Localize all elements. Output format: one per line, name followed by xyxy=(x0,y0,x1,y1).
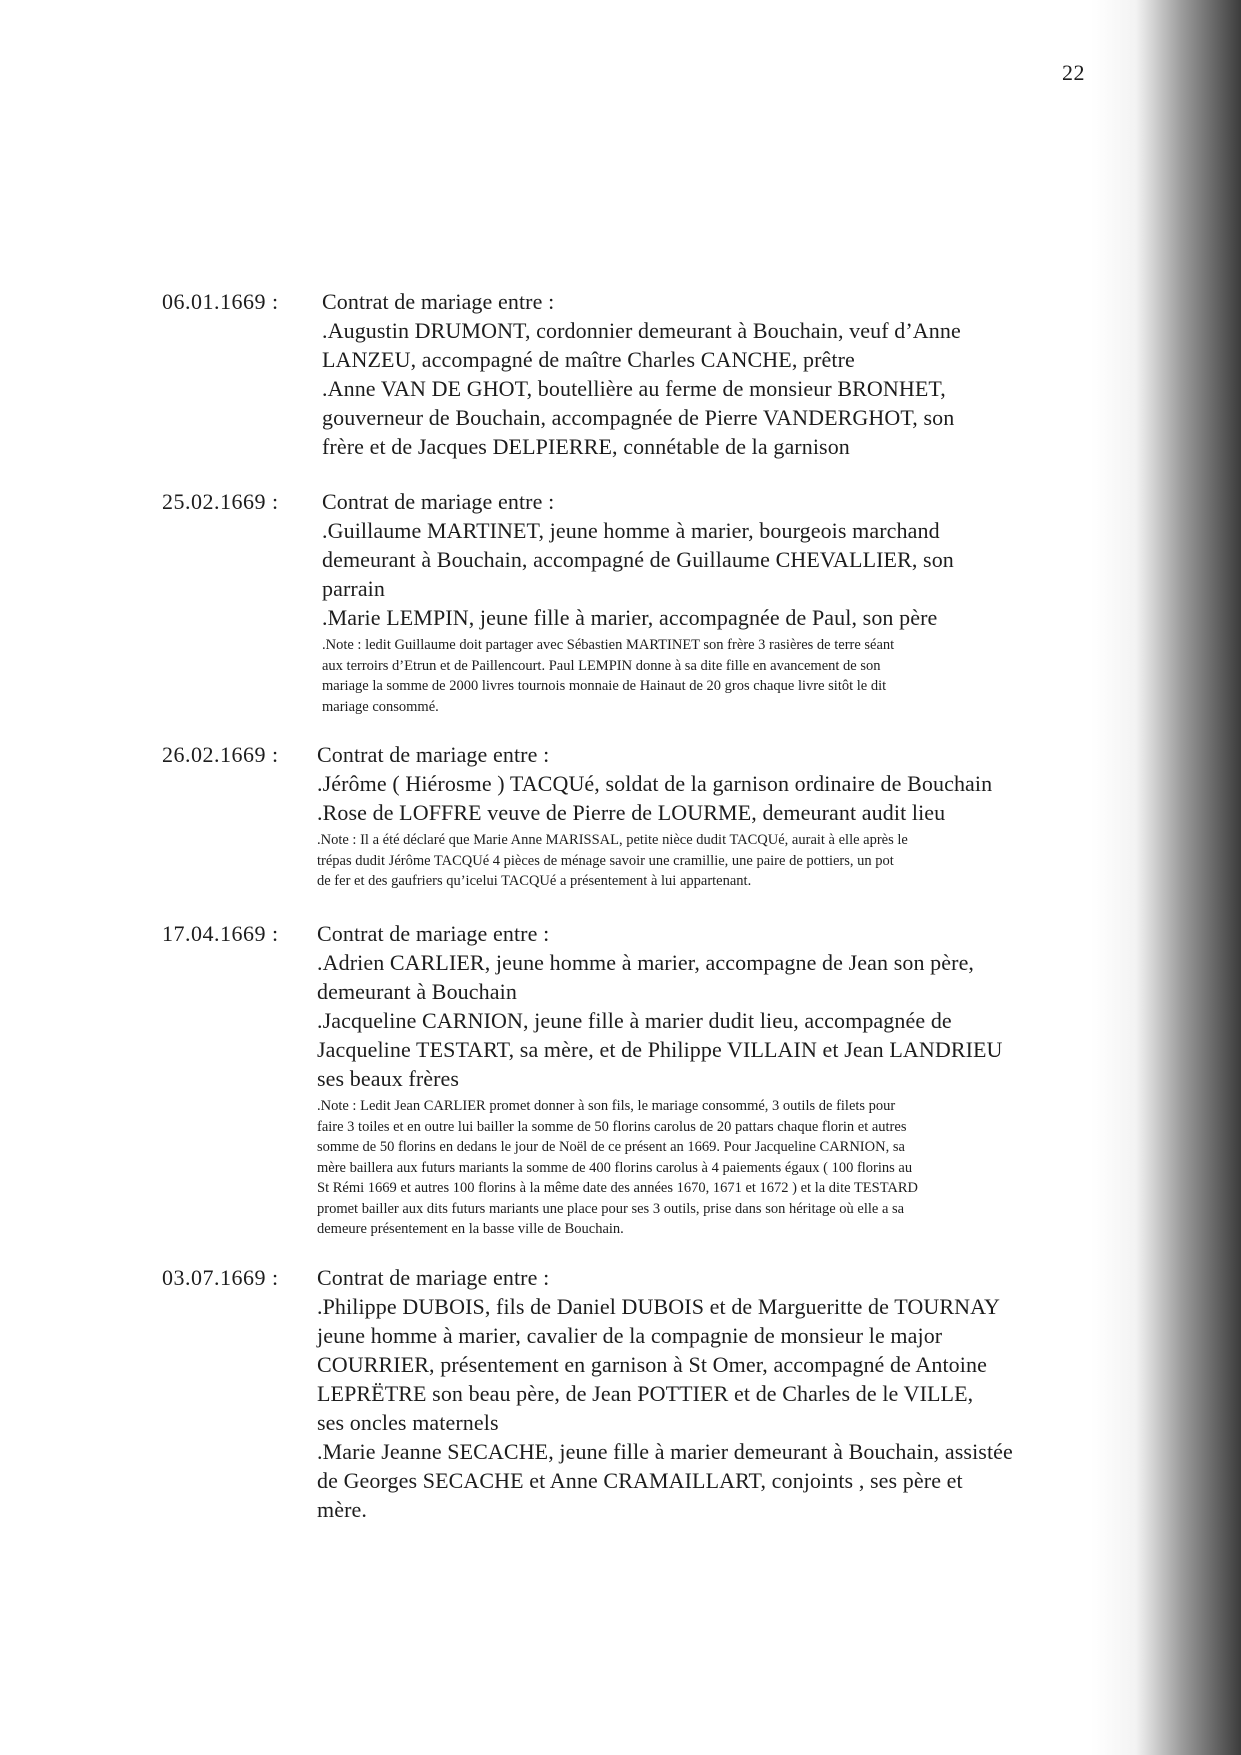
entry-date: 17.04.1669 : xyxy=(162,921,279,946)
entry-line: Contrat de mariage entre : xyxy=(317,921,550,946)
entry-line: .Philippe DUBOIS, fils de Daniel DUBOIS et de Margueritte de TOURNAY xyxy=(317,1294,1001,1319)
note-line: mariage la somme de 2000 livres tournois monnaie de Hainaut de 20 gros chaque livre sitôt le dit xyxy=(322,678,887,694)
note-line: promet bailler aux dits futurs mariants une place pour ses 3 outils, prise dans son héritage où elle a sa xyxy=(317,1200,905,1217)
entry-date: 26.02.1669 : xyxy=(162,742,279,767)
entry-note xyxy=(317,1096,1107,1240)
entry-note xyxy=(322,635,1112,717)
entry-line: jeune homme à marier, cavalier de la compagnie de monsieur le major xyxy=(317,1323,943,1348)
entry-line: LEPRËTRE son beau père, de Jean POTTIER et de Charles de le VILLE, xyxy=(317,1381,974,1406)
entry-date: 25.02.1669 : xyxy=(162,489,279,514)
entry-line: Contrat de mariage entre : xyxy=(317,742,550,767)
entry-line: LANZEU, accompagné de maître Charles CANCHE, prêtre xyxy=(322,347,855,372)
note-line: somme de 50 florins en dedans le jour de Noël de ce présent an 1669. Pour Jacqueline CARNION, sa xyxy=(317,1139,905,1155)
note-line: mariage consommé. xyxy=(322,698,439,715)
note-line: trépas dudit Jérôme TACQUé 4 pièces de ménage savoir une cramillie, une paire de pottiers, un pot xyxy=(317,852,894,869)
entry-line: .Marie Jeanne SECACHE, jeune fille à marier demeurant à Bouchain, assistée xyxy=(317,1439,1013,1464)
note-line: .Note : ledit Guillaume doit partager avec Sébastien MARTINET son frère 3 rasières de terre séant xyxy=(322,637,895,653)
entry-line: Contrat de mariage entre : xyxy=(322,489,555,514)
entry-body xyxy=(317,740,1107,892)
entry-line: mère. xyxy=(317,1497,367,1522)
note-line: aux terroirs d’Etrun et de Paillencourt. Paul LEMPIN donne à sa dite fille en avancement de son xyxy=(322,657,881,674)
entry-line: Contrat de mariage entre : xyxy=(322,289,555,314)
entry-body xyxy=(322,287,1112,461)
entry-date: 03.07.1669 : xyxy=(162,1265,279,1290)
entry-line: demeurant à Bouchain, accompagné de Guillaume CHEVALLIER, son xyxy=(322,547,954,572)
entry-line: de Georges SECACHE et Anne CRAMAILLART, conjoints , ses père et xyxy=(317,1468,963,1493)
entry-line: .Jacqueline CARNION, jeune fille à marier dudit lieu, accompagnée de xyxy=(317,1008,952,1033)
entry-line: frère et de Jacques DELPIERRE, connétable de la garnison xyxy=(322,434,850,459)
entry-body xyxy=(317,919,1107,1240)
entry-line: .Jérôme ( Hiérosme ) TACQUé, soldat de la garnison ordinaire de Bouchain xyxy=(317,771,993,796)
note-line: mère baillera aux futurs mariants la somme de 400 florins carolus à 4 paiements égaux ( 100 florins au xyxy=(317,1159,913,1176)
entry-line: Contrat de mariage entre : xyxy=(317,1265,550,1290)
note-line: St Rémi 1669 et autres 100 florins à la même date des années 1670, 1671 et 1672 ) et la dite TESTARD xyxy=(317,1180,918,1196)
entry-line: .Adrien CARLIER, jeune homme à marier, accompagne de Jean son père, xyxy=(317,950,975,975)
entry-note xyxy=(317,830,1107,892)
note-line: faire 3 toiles et en outre lui bailler la somme de 50 florins carolus de 20 pattars chaque florin et autres xyxy=(317,1118,907,1135)
entry-line: gouverneur de Bouchain, accompagnée de Pierre VANDERGHOT, son xyxy=(322,405,955,430)
entry-line: .Rose de LOFFRE veuve de Pierre de LOURME, demeurant audit lieu xyxy=(317,800,946,825)
note-line: de fer et des gaufriers qu’icelui TACQUé a présentement à lui appartenant. xyxy=(317,873,752,889)
entry-date: 06.01.1669 : xyxy=(162,289,279,314)
entry-line: .Guillaume MARTINET, jeune homme à marier, bourgeois marchand xyxy=(322,518,940,543)
entry-line: .Augustin DRUMONT, cordonnier demeurant à Bouchain, veuf d’Anne xyxy=(322,318,961,343)
scan-binding-shadow xyxy=(1091,0,1241,1755)
note-line: demeure présentement en la basse ville de Bouchain. xyxy=(317,1221,624,1237)
entry-line: ses beaux frères xyxy=(317,1066,460,1091)
note-line: .Note : Ledit Jean CARLIER promet donner à son fils, le mariage consommé, 3 outils de filets pour xyxy=(317,1098,896,1114)
page-number: 22 xyxy=(1062,60,1085,85)
entry-line: demeurant à Bouchain xyxy=(317,979,517,1004)
entry-line: .Anne VAN DE GHOT, boutellière au ferme de monsieur BRONHET, xyxy=(322,376,946,401)
note-line: .Note : Il a été déclaré que Marie Anne MARISSAL, petite nièce dudit TACQUé, aurait à elle après le xyxy=(317,832,908,848)
entry-line: COURRIER, présentement en garnison à St Omer, accompagné de Antoine xyxy=(317,1352,987,1377)
entry-line: Jacqueline TESTART, sa mère, et de Philippe VILLAIN et Jean LANDRIEU xyxy=(317,1037,1003,1062)
entry-body xyxy=(317,1263,1107,1524)
entry-line: parrain xyxy=(322,576,385,601)
entry-body xyxy=(322,487,1112,717)
entry-line: .Marie LEMPIN, jeune fille à marier, accompagnée de Paul, son père xyxy=(322,605,938,630)
entry-line: ses oncles maternels xyxy=(317,1410,499,1435)
